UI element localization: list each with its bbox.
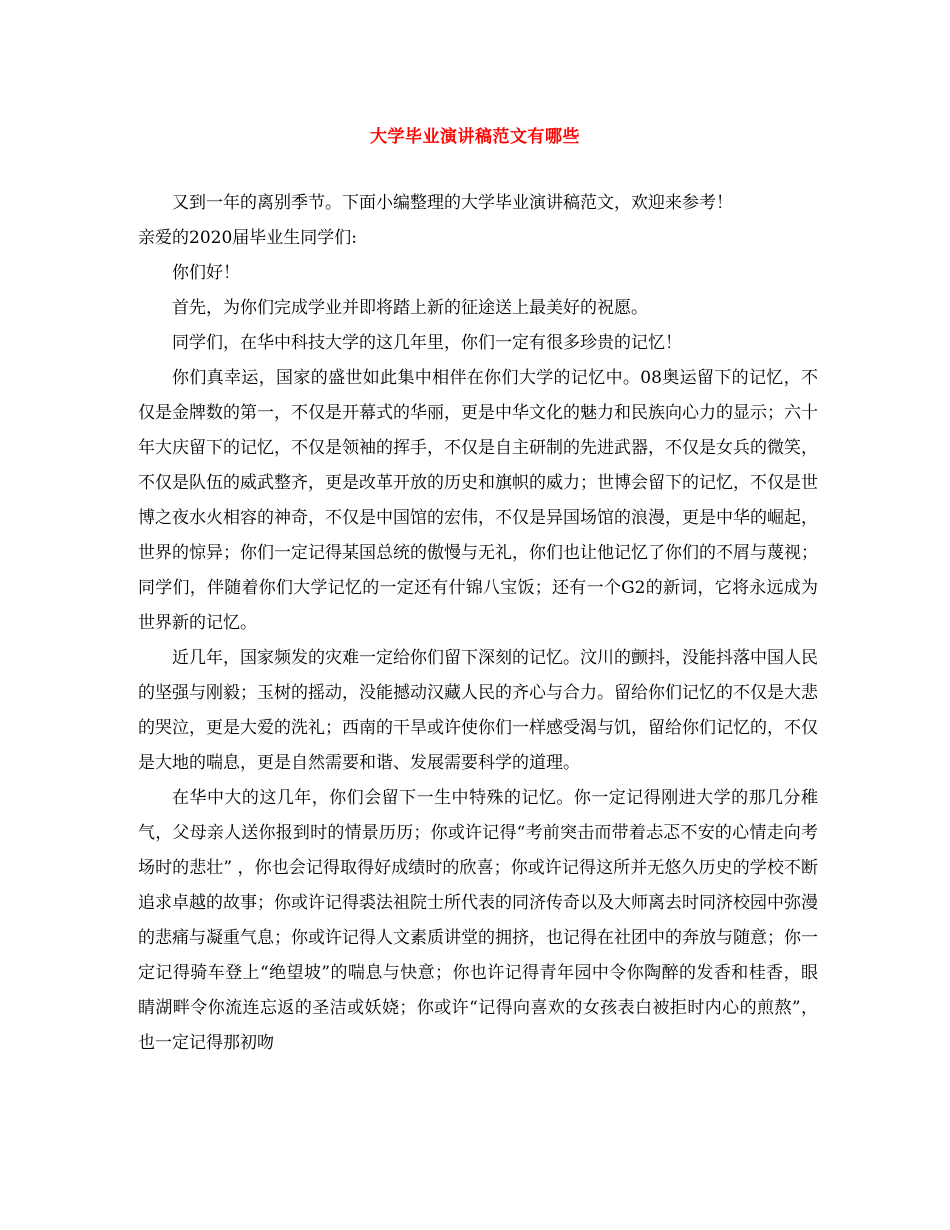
document-title: 大学毕业演讲稿范文有哪些 [370, 127, 580, 147]
paragraph-national-events: 你们真幸运，国家的盛世如此集中相伴在你们大学的记忆中。08奥运留下的记忆，不仅是金牌数的第一，不仅是开幕式的华丽，更是中华文化的魅力和民族向心力的显示；六十年大庆留下的记忆，不仅是领袖的挥手，不仅是自主研制的先进武器，不仅是女兵的微笑，不仅是队伍的威武整齐，更是改革开放的历史和旗帜的威力；世博会留下的记忆，不仅是世博之夜水火相容的神奇，不仅是中国馆的宏伟，不仅是异国场馆的浪漫，更是中华的崛起，世界的惊异；你们一定记得某国总统的傲慢与无礼，你们也让他记忆了你们的不屑与蔑视；同学们，伴随着你们大学记忆的一定还有什锦八宝饭；还有一个G2的新词，它将永远成为世界新的记忆。 [138, 368, 818, 633]
paragraph-wishes: 首先，为你们完成学业并即将踏上新的征途送上最美好的祝愿。 [172, 298, 648, 318]
paragraph-greeting: 你们好！ [172, 263, 240, 283]
paragraph-memories: 同学们，在华中科技大学的这几年里，你们一定有很多珍贵的记忆！ [172, 333, 682, 353]
paragraph-campus-life: 在华中大的这几年，你们会留下一生中特殊的记忆。你一定记得刚进大学的那几分稚气，父母亲人送你报到时的情景历历；你或许记得“考前突击而带着忐忑不安的心情走向考场时的悲壮” ，你也会记得取得好成绩时的欣喜；你或许记得这所并无悠久历史的学校不断追求卓越的故事；你或许记得裘法祖院士所代表的同济传奇以及大师离去时同济校园中弥漫的悲痛与凝重气息；你或许记得人文素质讲堂的拥挤，也记得在社团中的奔放与随意；你一定记得骑车登上“绝望坡”的喘息与快意；你也许记得青年园中令你陶醉的发香和桂香，眼睛湖畔令你流连忘返的圣洁或妖娆；你或许“记得向喜欢的女孩表白被拒时内心的煎熬”，也一定记得那初吻 [138, 788, 818, 1053]
paragraph-intro: 又到一年的离别季节。下面小编整理的大学毕业演讲稿范文，欢迎来参考！ [172, 193, 733, 213]
document-body [138, 186, 818, 1061]
paragraph-disasters: 近几年，国家频发的灾难一定给你们留下深刻的记忆。汶川的颤抖，没能抖落中国人民的坚强与刚毅；玉树的摇动，没能撼动汉藏人民的齐心与合力。留给你们记忆的不仅是大悲的哭泣，更是大爱的洗礼；西南的干旱或许使你们一样感受渴与饥，留给你们记忆的，不仅是大地的喘息，更是自然需要和谐、发展需要科学的道理。 [138, 648, 818, 773]
paragraph-salutation: 亲爱的2020届毕业生同学们: [138, 228, 357, 248]
